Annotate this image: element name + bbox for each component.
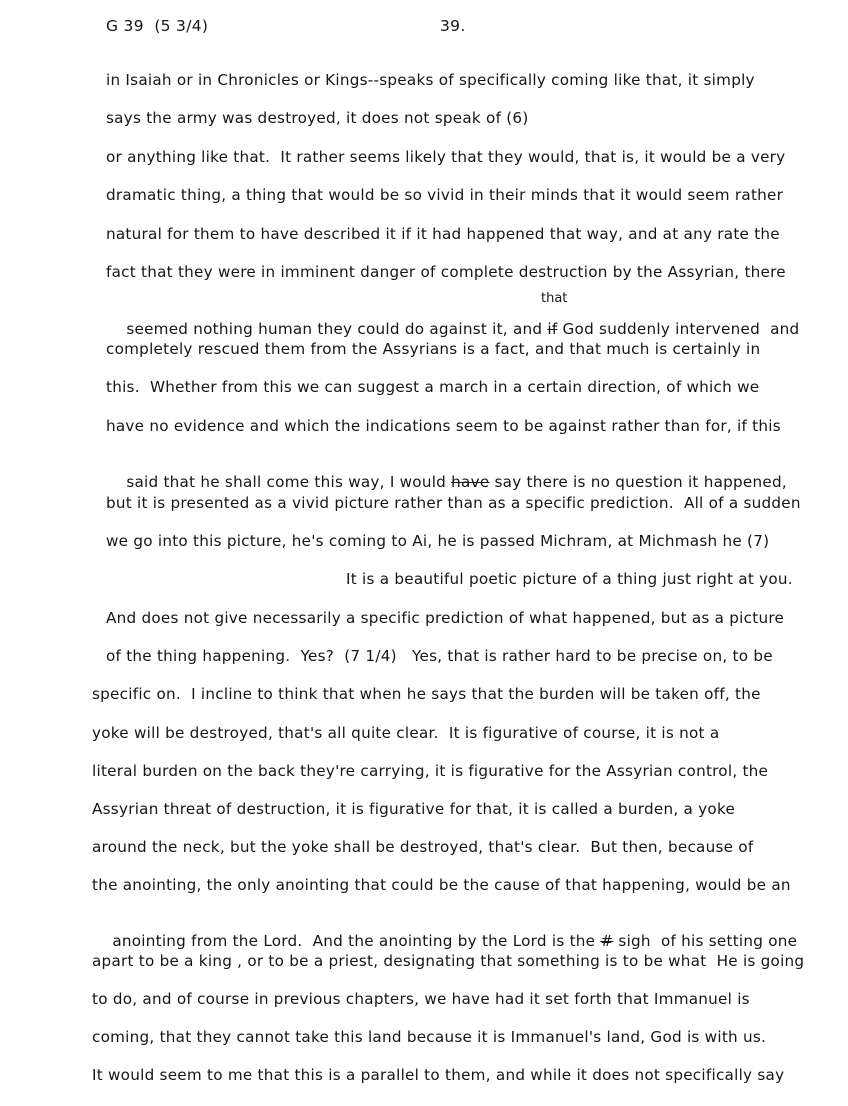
page-header-ref: G 39 (5 3/4)	[106, 17, 209, 35]
text-line: says the army was destroyed, it does not speak of (6)	[106, 109, 529, 127]
text-line: And does not give necessarily a specific prediction of what happened, but as a picture	[106, 609, 785, 627]
text-line: this. Whether from this we can suggest a march in a certain direction, of which we	[106, 378, 760, 396]
struck-mark: #	[600, 932, 614, 950]
text-line: fact that they were in imminent danger of complete destruction by the Assyrian, there	[106, 263, 786, 281]
text-line: coming, that they cannot take this land because it is Immanuel's land, God is with us.	[92, 1028, 767, 1046]
text-line: Assyrian threat of destruction, it is figurative for that, it is called a burden, a yoke	[92, 800, 736, 818]
struck-word: have	[451, 473, 490, 491]
text-segment: sigh of his setting one	[613, 932, 798, 950]
text-line: It would seem to me that this is a parallel to them, and while it does not specifically say	[92, 1066, 785, 1084]
inserted-word: that	[541, 291, 568, 306]
page-number: 39.	[440, 17, 466, 35]
text-line: dramatic thing, a thing that would be so vivid in their minds that it would seem rather	[106, 186, 784, 204]
text-line: have no evidence and which the indications seem to be against rather than for, if this	[106, 417, 781, 435]
struck-word: if	[547, 320, 558, 338]
text-line: around the neck, but the yoke shall be destroyed, that's clear. But then, because of	[92, 838, 754, 856]
text-line: the anointing, the only anointing that could be the cause of that happening, would be an	[92, 876, 791, 894]
text-segment: seemed nothing human they could do against it, and	[126, 320, 548, 338]
text-line: literal burden on the back they're carrying, it is figurative for the Assyrian control, the	[92, 762, 769, 780]
text-line: It is a beautiful poetic picture of a thing just right at you.	[346, 570, 793, 588]
text-line: in Isaiah or in Chronicles or Kings--speaks of specifically coming like that, it simply	[106, 71, 755, 89]
text-line: specific on. I incline to think that when he says that the burden will be taken off, the	[92, 685, 761, 703]
text-line: completely rescued them from the Assyrians is a fact, and that much is certainly in	[106, 340, 761, 358]
text-segment: God suddenly intervened and	[562, 320, 800, 338]
text-segment: said that he shall come this way, I would	[126, 473, 452, 491]
text-segment: say there is no question it happened,	[489, 473, 787, 491]
text-line: or anything like that. It rather seems likely that they would, that is, it would be a very	[106, 148, 786, 166]
text-line: yoke will be destroyed, that's all quite clear. It is figurative of course, it is not a	[92, 724, 720, 742]
text-line: to do, and of course in previous chapters, we have had it set forth that Immanuel is	[92, 990, 750, 1008]
text-line: we go into this picture, he's coming to Ai, he is passed Michram, at Michmash he (7)	[106, 532, 770, 550]
text-segment: anointing from the Lord. And the anointing by the Lord is the	[112, 932, 601, 950]
text-line: apart to be a king , or to be a priest, designating that something is to be what He is going	[92, 952, 805, 970]
text-line: natural for them to have described it if it had happened that way, and at any rate the	[106, 225, 780, 243]
text-line: of the thing happening. Yes? (7 1/4) Yes, that is rather hard to be precise on, to be	[106, 647, 773, 665]
text-line: but it is presented as a vivid picture rather than as a specific prediction. All of a sudden	[106, 494, 801, 512]
